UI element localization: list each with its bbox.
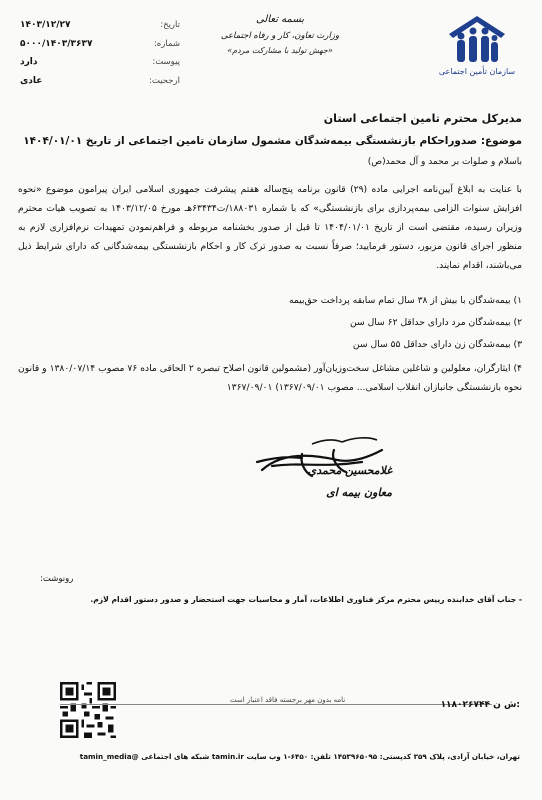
footer-address: تهران، خیابان آزادی، پلاک ۳۵۹ کدپستی: ۱۴۵۳۹۶۵۰۹۵ تلفن: ۶۴۵۰-۱ وب سایت tamin.ir شبکه های اجتماعی @tamin_media (79, 752, 520, 761)
signer-title: معاون بیمه ای (326, 486, 392, 499)
list-item: ۳) بیمه‌شدگان زن دارای حداقل ۵۵ سال سن (352, 339, 522, 350)
meta-value: دارد (20, 57, 38, 68)
list-item: ۴) ایثارگران، معلولین و شاغلین مشاغل سخت‌وزیان‌آور (مشمولین قانون اصلاح تبصره ۲ الحاقی ماده ۷۶ مصوب ۱۳۸۰/۰۷/۱۴ و قانون نحوه بازنشستگی جانبازان انقلاب اسلامی... مصوب ۱۳۶۷/۰۹/۰۱) ۱۳۶۷/۰۹/۰۱ (18, 363, 522, 393)
seal-note: نامه بدون مهر برجسته فاقد اعتبار است (230, 696, 346, 704)
salutation: باسلام و صلوات بر محمد و آل محمد(ص) (367, 157, 522, 167)
meta-value: عادی (20, 75, 43, 86)
subject-text: صدوراحکام بازنشستگی بیمه‌شدگان مشمول سازمان تامین اجتماعی از تاریخ ۱۴۰۴/۰۱/۰۱ (23, 135, 478, 147)
bismillah: بسمه تعالی (255, 14, 305, 25)
meta-value: ۵۰۰۰/۱۴۰۳/۳۶۳۷ (20, 38, 93, 49)
subject (18, 134, 522, 150)
meta-date (20, 16, 180, 35)
copy-recipient: - جناب آقای خدابنده رییس محترم مرکز فناوری اطلاعات، آمار و محاسبات جهت استحضار و صدور دستور اقدام لازم. (90, 595, 522, 604)
logo-caption: سازمان تأمین اجتماعی (438, 67, 516, 76)
conditions-list (18, 290, 522, 393)
ministry-name: وزارت تعاون، کار و رفاه اجتماعی (220, 31, 340, 41)
serial-number (441, 700, 520, 710)
list-item: ۲) بیمه‌شدگان مرد دارای حداقل ۶۲ سال سن (349, 317, 522, 328)
tamin-logo (434, 14, 520, 76)
meta-label: شماره: (153, 38, 180, 49)
serial-label: ش ن: (493, 700, 520, 710)
body-paragraph: با عنایت به ابلاغ آیین‌نامه اجرایی ماده (۲۹) قانون برنامه پنج‌ساله هفتم پیشرفت جمهوری اسلامی ایران پیرامون موضوع «نحوه افزایش سنوات الزامی بیمه‌پردازی برای بازنشستگی» که با شماره ۱۸۸۰۳۱/ت۶۳۴۳۴هـ مورخ ۱۴۰۳/۱۲/۰۵ به تصویب هیات محترم وزیران رسیده، مقتضی است از تاریخ ۱۴۰۴/۰۱/۰۱ تا قبل از صدور بخشنامه مربوطه و فراهم‌نمودن تمهیدات نرم‌افزاری لازم به منظور اجرای قانون مزبور، دستور فرمایید؛ صرفاً نسبت به صدور ترک کار و احکام بازنشستگی بیمه‌شدگانی که دارای شرایط ذیل می‌باشند، اقدام نمایند. (18, 184, 523, 271)
letter-meta (20, 16, 180, 90)
meta-label: تاریخ: (160, 20, 180, 31)
tamin-logo-icon (447, 14, 507, 66)
qr-code-icon (60, 682, 116, 738)
signer-name: غلامحسین محمدی (307, 464, 392, 477)
addressee: مدیرکل محترم تامین اجتماعی استان (323, 112, 522, 125)
slogan: «جهش تولید با مشارکت مردم» (227, 46, 333, 55)
serial-value: ۱۱۸۰۲۶۷۴۴ (440, 700, 491, 710)
meta-value: ۱۴۰۳/۱۲/۲۷ (20, 20, 71, 31)
meta-priority (20, 72, 180, 91)
subject-label: موضوع: (480, 135, 522, 147)
meta-number (20, 35, 180, 54)
footer-divider (60, 704, 492, 705)
list-item: ۱) بیمه‌شدگان با بیش از ۳۸ سال تمام سابقه پرداخت حق‌بیمه (288, 295, 522, 306)
meta-label: ارجحیت: (149, 75, 180, 86)
meta-label: پیوست: (152, 57, 180, 68)
meta-attachment (20, 53, 180, 72)
letterhead-center (200, 14, 360, 55)
copy-heading: رونوشت: (40, 574, 74, 584)
